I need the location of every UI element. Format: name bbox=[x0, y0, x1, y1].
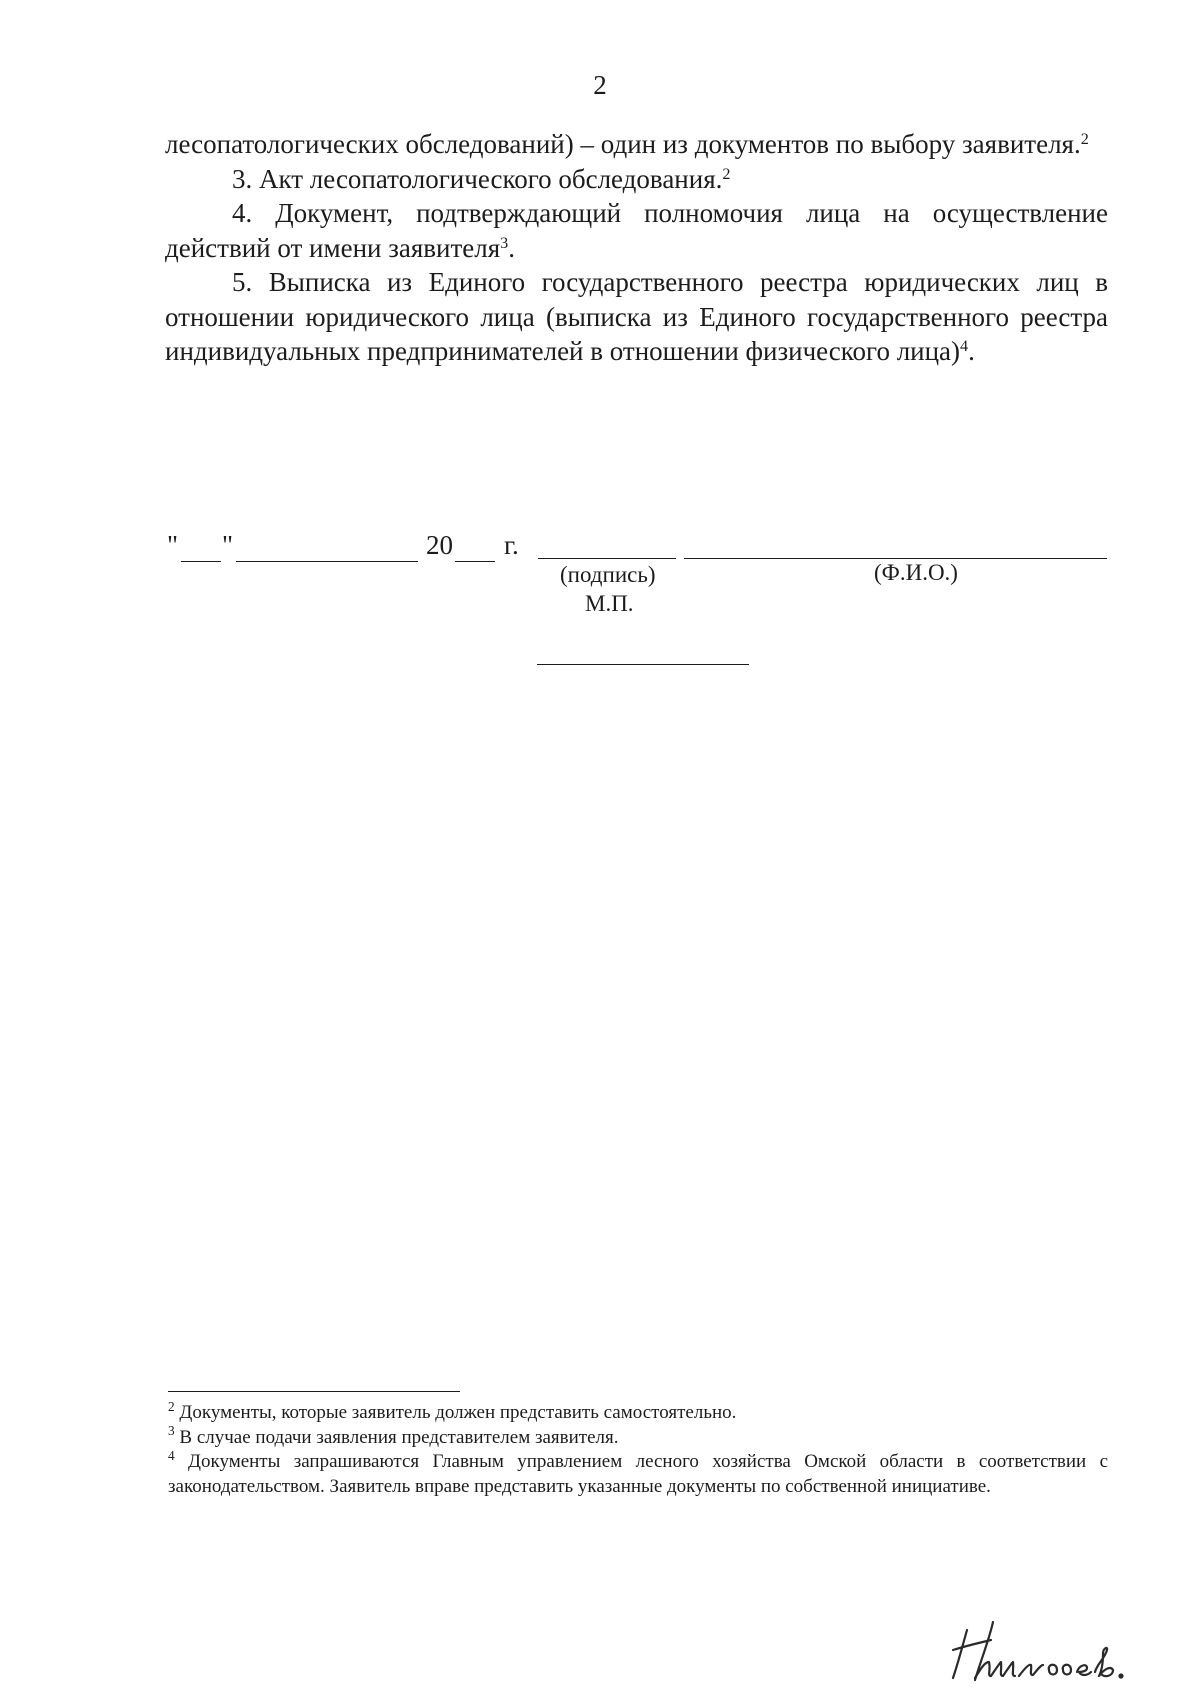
footnote-item: $^4$ Документы запрашиваются Главным управлением лесного хозяйства Омской области в соответствии с законодательством. Заявитель вправе представить указанные документы по собственной инициативе. bbox=[168, 1447, 1108, 1497]
stamp-label: М.П. bbox=[585, 591, 634, 616]
day-blank bbox=[181, 561, 221, 562]
handwritten-signature bbox=[945, 1610, 1145, 1690]
footnote-ref: 4 bbox=[960, 337, 969, 356]
footnote-item: $^2$ Документы, которые заявитель должен представить самостоятельно. bbox=[168, 1398, 737, 1423]
end-divider bbox=[537, 664, 749, 665]
date-quote-open: " bbox=[167, 530, 179, 560]
date-quote-close: " bbox=[222, 530, 234, 560]
footnote-ref: 2 bbox=[1080, 130, 1089, 149]
paragraph-item-5: 5. Выписка из Единого государственного реестра юридических лиц в отношении юридического лица (выписка из Единого государственного реестра индивидуальных предпринимателей в отношении физического лица)$^4$. bbox=[165, 267, 1108, 366]
footnote-separator bbox=[168, 1391, 460, 1392]
signature-label: (подпись) bbox=[560, 562, 656, 587]
paragraph-item-3: 3. Акт лесопатологического обследования.$^2$ bbox=[232, 163, 731, 194]
year-blank bbox=[455, 561, 495, 562]
year-suffix: г. bbox=[504, 530, 519, 560]
paragraph-continuation: лесопатологических обследований) – один из документов по выбору заявителя.$^2$ bbox=[165, 129, 1089, 159]
signature-blank bbox=[538, 558, 676, 559]
page-number: 2 bbox=[593, 70, 607, 100]
footnotes bbox=[168, 1398, 1108, 1499]
footnote-ref: 2 bbox=[722, 164, 731, 183]
footnote-ref: 3 bbox=[500, 233, 509, 252]
year-prefix: 20 bbox=[426, 530, 453, 560]
name-blank bbox=[684, 558, 1107, 559]
document-body bbox=[165, 127, 1108, 369]
footnote-item: $^3$ В случае подачи заявления представителем заявителя. bbox=[168, 1423, 619, 1448]
paragraph-item-4: 4. Документ, подтверждающий полномочия лица на осуществление действий от имени заявителя$^3$. bbox=[165, 198, 1108, 263]
month-blank bbox=[236, 561, 418, 562]
name-label: (Ф.И.О.) bbox=[874, 560, 958, 585]
